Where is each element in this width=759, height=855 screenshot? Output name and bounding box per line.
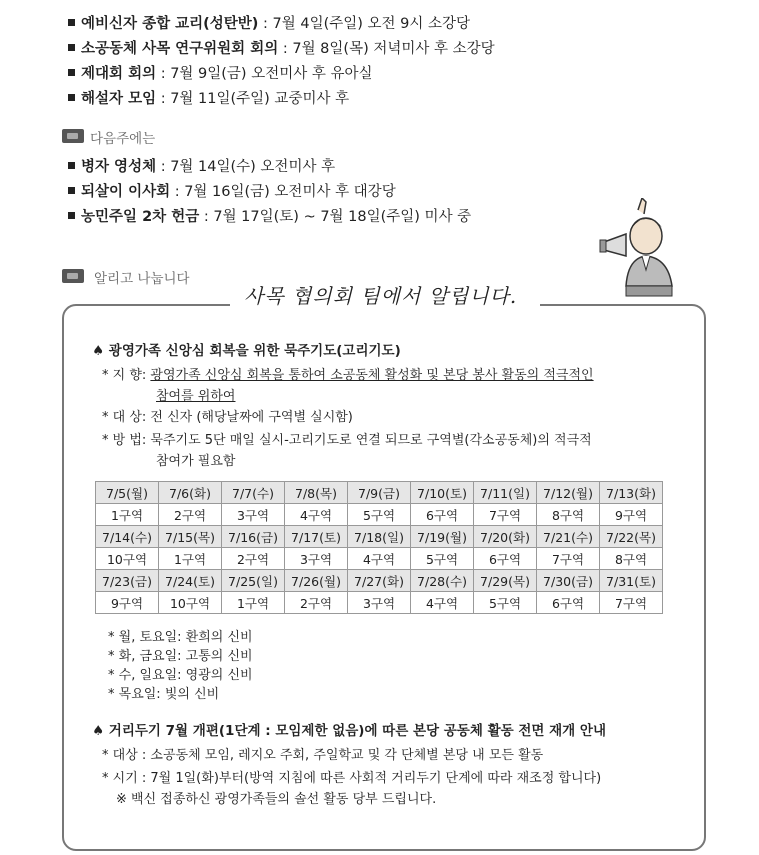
table-row: 9구역 10구역 1구역 2구역 3구역 4구역 5구역 6구역 7구역 [96, 592, 663, 614]
notice-heading: 알리고 나눕니다 [94, 271, 190, 287]
section-icon [62, 269, 84, 283]
section2-title: ♠ 거리두기 7월 개편(1단계 : 모임제한 없음)에 따른 본당 공동체 활동 전면 재개 안내 [92, 723, 606, 739]
method-line: * 방 법: 묵주기도 5단 매일 실시-고리기도로 연결 되므로 구역별(각소공동체)의 적극적 [102, 433, 592, 448]
mystery-item: * 목요일: 빛의 신비 [108, 687, 220, 702]
list-item: 제대회 회의 : 7월 9일(금) 오전미사 후 유아실 [68, 64, 372, 84]
notice-banner: 사목 협의회 팀에서 알립니다. [244, 284, 518, 308]
rosary-schedule-table [95, 481, 663, 614]
section2-note: ※ 백신 접종하신 광영가족들의 솔선 활동 당부 드립니다. [116, 792, 437, 807]
list-item: 해설자 모임 : 7월 11일(주일) 교중미사 후 [68, 89, 349, 109]
table-row: 1구역 2구역 3구역 4구역 5구역 6구역 7구역 8구역 9구역 [96, 504, 663, 526]
table-row: 7/5(월) 7/6(화) 7/7(수) 7/8(목) 7/9(금) 7/10(토) 7/11(일) 7/12(월) 7/13(화) [96, 482, 663, 504]
square-bullet-icon [68, 162, 75, 169]
target-line: * 대 상: 전 신자 (해당날짜에 구역별 실시함) [102, 410, 353, 425]
purpose-line: * 지 향: 광영가족 신앙심 회복을 통하여 소공동체 활성화 및 본당 봉사 활동의 적극적인 [102, 368, 594, 383]
square-bullet-icon [68, 212, 75, 219]
square-bullet-icon [68, 94, 75, 101]
mystery-item: * 화, 금요일: 고통의 신비 [108, 649, 253, 664]
list-item: 예비신자 종합 교리(성탄반) : 7월 4일(주일) 오전 9시 소강당 [68, 14, 470, 34]
section1-title: ♠ 광영가족 신앙심 회복을 위한 묵주기도(고리기도) [92, 343, 401, 359]
list-item: 소공동체 사목 연구위원회 회의 : 7월 8일(목) 저녁미사 후 소강당 [68, 39, 495, 59]
table-row: 7/14(수) 7/15(목) 7/16(금) 7/17(토) 7/18(일) 7/19(월) 7/20(화) 7/21(수) 7/22(목) [96, 526, 663, 548]
mystery-item: * 수, 일요일: 영광의 신비 [108, 668, 253, 683]
table-row: 7/23(금) 7/24(토) 7/25(일) 7/26(월) 7/27(화) 7/28(수) 7/29(목) 7/30(금) 7/31(토) [96, 570, 663, 592]
list-item: 농민주일 2차 헌금 : 7월 17일(토) ~ 7월 18일(주일) 미사 중 [68, 207, 471, 227]
square-bullet-icon [68, 69, 75, 76]
purpose-line-2: 참여를 위하여 [156, 389, 236, 404]
square-bullet-icon [68, 44, 75, 51]
list-item: 병자 영성체 : 7월 14일(수) 오전미사 후 [68, 157, 335, 177]
square-bullet-icon [68, 19, 75, 26]
section-icon [62, 129, 84, 143]
square-bullet-icon [68, 187, 75, 194]
list-item: 되살이 이사회 : 7월 16일(금) 오전미사 후 대강당 [68, 182, 396, 202]
megaphone-mascot-icon [598, 198, 698, 308]
mystery-item: * 월, 토요일: 환희의 신비 [108, 630, 253, 645]
method-line-2: 참여가 필요함 [156, 454, 236, 469]
table-row: 10구역 1구역 2구역 3구역 4구역 5구역 6구역 7구역 8구역 [96, 548, 663, 570]
next-week-heading: 다음주에는 [90, 131, 156, 147]
section2-target: * 대상 : 소공동체 모임, 레지오 주회, 주일학교 및 각 단체별 본당 내 모든 활동 [102, 748, 544, 763]
section2-period: * 시기 : 7월 1일(화)부터(방역 지침에 따른 사회적 거리두기 단계에 따라 재조정 합니다) [102, 771, 602, 786]
